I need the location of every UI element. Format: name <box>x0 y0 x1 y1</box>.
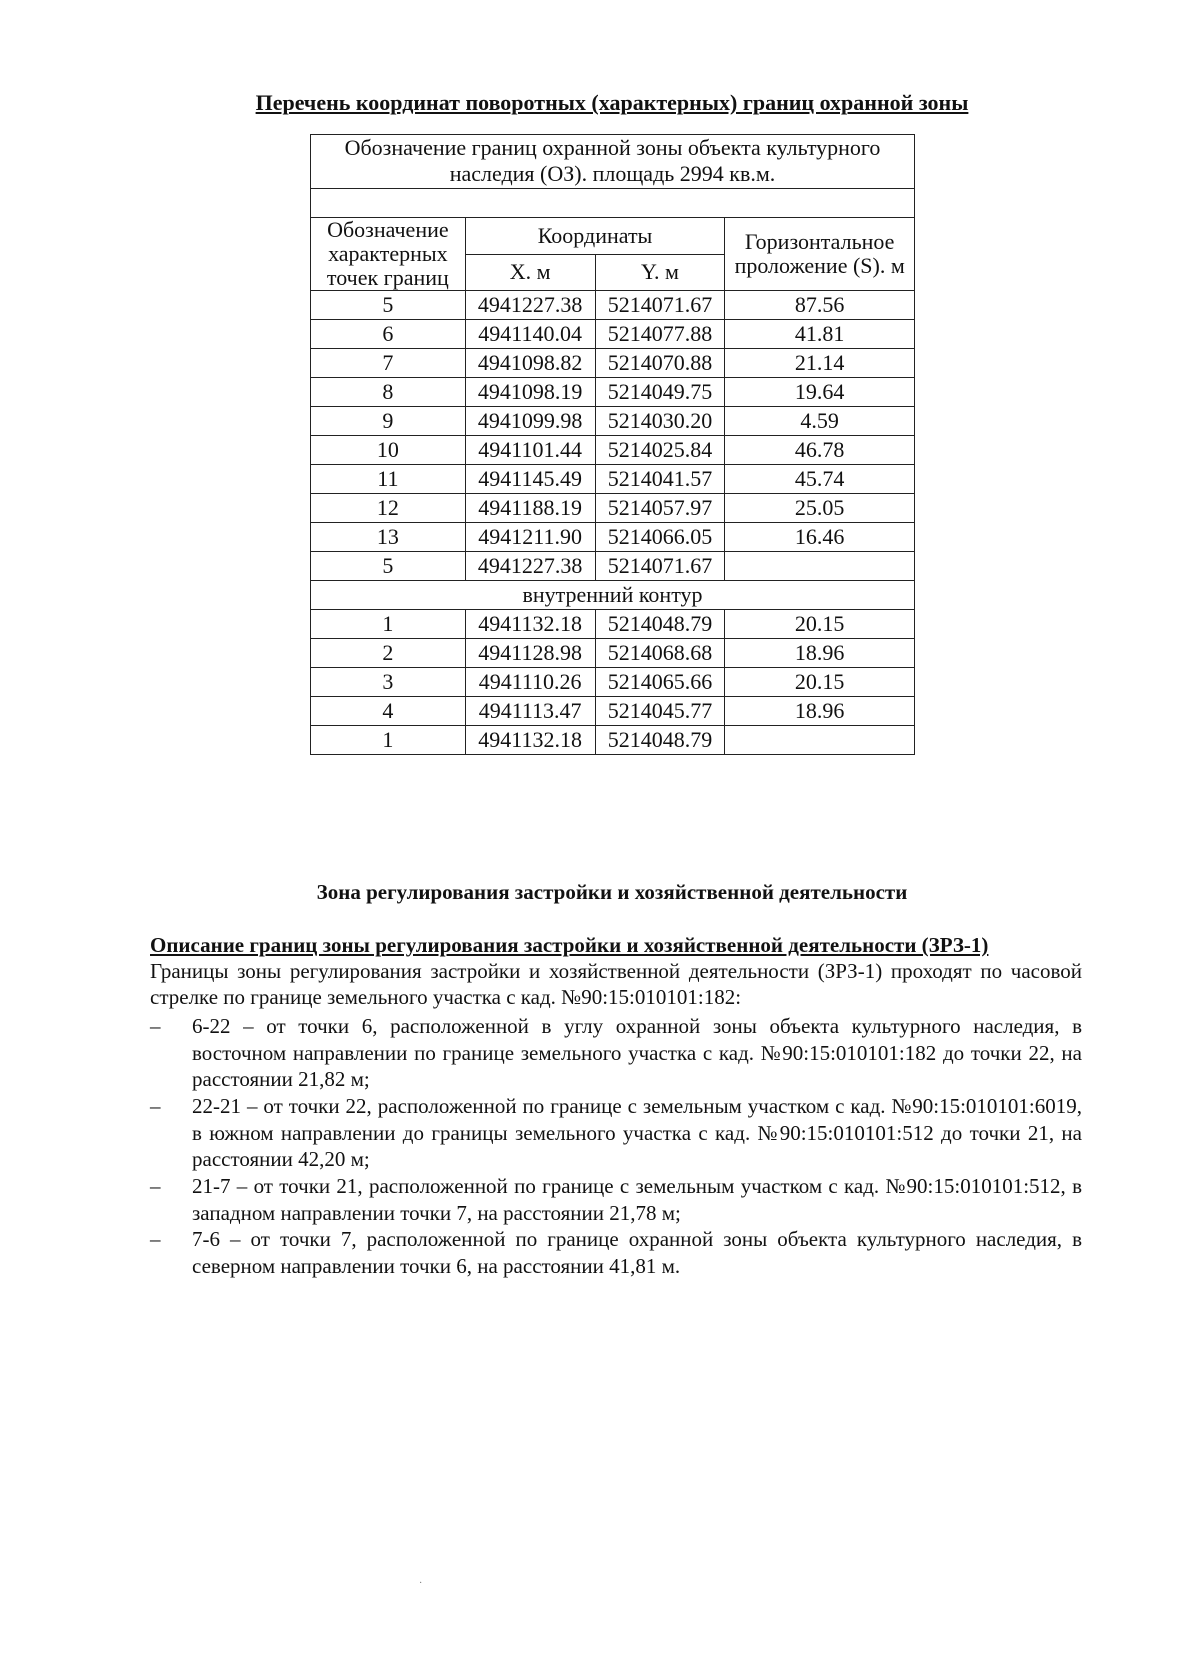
zone-caption: Обозначение границ охранной зоны объекта культурного наследия (ОЗ). площадь 2994 кв.м. <box>311 135 915 189</box>
cell-point: 1 <box>311 726 466 755</box>
cell-s <box>725 552 915 581</box>
cell-s: 4.59 <box>725 407 915 436</box>
cell-point: 5 <box>311 291 466 320</box>
list-item-text: 21-7 – от точки 21, расположенной по границе с земельным участком с кад. №90:15:010101:512, в западном направлении точки 7, на расстоянии 21,78 м; <box>192 1173 1082 1225</box>
cell-y: 5214070.88 <box>595 349 725 378</box>
bullet-dash: – <box>150 1014 161 1038</box>
cell-s <box>725 726 915 755</box>
cell-y: 5214071.67 <box>595 552 725 581</box>
cell-y: 5214077.88 <box>595 320 725 349</box>
list-item-text: 22-21 – от точки 22, расположенной по границе с земельным участком с кад. №90:15:010101:6019, в южном направлении до границы земельного участка с кад. №90:15:010101:512 до точки 21, на расстоянии 42,20 м; <box>192 1093 1082 1172</box>
coordinates-table <box>310 134 915 755</box>
cell-point: 9 <box>311 407 466 436</box>
cell-point: 5 <box>311 552 466 581</box>
list-item <box>150 1013 1082 1093</box>
cell-x: 4941188.19 <box>465 494 595 523</box>
cell-x: 4941101.44 <box>465 436 595 465</box>
list-item <box>150 1173 1082 1226</box>
cell-s: 18.96 <box>725 639 915 668</box>
cell-x: 4941113.47 <box>465 697 595 726</box>
cell-point: 3 <box>311 668 466 697</box>
cell-x: 4941110.26 <box>465 668 595 697</box>
list-item-text: 7-6 – от точки 7, расположенной по границе охранной зоны объекта культурного наследия, в северном направлении точки 6, на расстоянии 41,81 м. <box>192 1227 1082 1278</box>
cell-point: 7 <box>311 349 466 378</box>
cell-x: 4941128.98 <box>465 639 595 668</box>
list-item-text: 6-22 – от точки 6, расположенной в углу охранной зоны объекта культурного наследия, в восточном направлении по границе земельного участка с кад. №90:15:010101:182 до точки 22, на расстоянии 21,82 м; <box>192 1014 1082 1092</box>
cell-s: 16.46 <box>725 523 915 552</box>
inner-contour-row <box>311 581 915 610</box>
table-row <box>311 494 915 523</box>
cell-x: 4941098.82 <box>465 349 595 378</box>
description-intro: Границы зоны регулирования застройки и хозяйственной деятельности (ЗРЗ-1) проходят по часовой стрелке по границе земельного участка с кад. №90:15:010101:182: <box>150 959 1082 1010</box>
inner-contour-label: внутренний контур <box>311 581 915 610</box>
cell-x: 4941099.98 <box>465 407 595 436</box>
cell-s: 19.64 <box>725 378 915 407</box>
cell-s: 20.15 <box>725 610 915 639</box>
cell-x: 4941140.04 <box>465 320 595 349</box>
cell-y: 5214048.79 <box>595 610 725 639</box>
section-title: Зона регулирования застройки и хозяйственной деятельности <box>316 880 908 904</box>
table-row <box>311 407 915 436</box>
cell-y: 5214066.05 <box>595 523 725 552</box>
list-item <box>150 1093 1082 1173</box>
cell-point: 2 <box>311 639 466 668</box>
table-row <box>311 639 915 668</box>
table-row <box>311 726 915 755</box>
table-row <box>311 523 915 552</box>
blank-row <box>311 188 915 217</box>
cell-y: 5214071.67 <box>595 291 725 320</box>
table-row <box>311 349 915 378</box>
header-distance: Горизонтальное проложение (S). м <box>725 217 915 291</box>
table-row <box>311 697 915 726</box>
cell-x: 4941227.38 <box>465 552 595 581</box>
cell-point: 6 <box>311 320 466 349</box>
bullet-dash: – <box>150 1227 161 1252</box>
cell-y: 5214025.84 <box>595 436 725 465</box>
header-x: X. м <box>465 254 595 291</box>
header-point: Обозначение характерных точек границ <box>311 217 466 291</box>
header-coordinates: Координаты <box>465 217 725 254</box>
cell-s: 87.56 <box>725 291 915 320</box>
list-item <box>150 1226 1082 1279</box>
cell-y: 5214045.77 <box>595 697 725 726</box>
table-row <box>311 378 915 407</box>
header-y: Y. м <box>595 254 725 291</box>
cell-point: 4 <box>311 697 466 726</box>
table-row <box>311 552 915 581</box>
cell-x: 4941145.49 <box>465 465 595 494</box>
cell-x: 4941098.19 <box>465 378 595 407</box>
table-row <box>311 465 915 494</box>
cell-y: 5214049.75 <box>595 378 725 407</box>
description-list <box>150 1013 1082 1280</box>
cell-point: 8 <box>311 378 466 407</box>
cell-x: 4941211.90 <box>465 523 595 552</box>
cell-s: 45.74 <box>725 465 915 494</box>
cell-point: 11 <box>311 465 466 494</box>
cell-x: 4941132.18 <box>465 726 595 755</box>
cell-y: 5214048.79 <box>595 726 725 755</box>
table-row <box>311 291 915 320</box>
cell-y: 5214068.68 <box>595 639 725 668</box>
scan-dot: · <box>419 1578 423 1589</box>
page-title: Перечень координат поворотных (характерных) границ охранной зоны <box>255 90 969 115</box>
table-row <box>311 320 915 349</box>
table-row <box>311 668 915 697</box>
table-row <box>311 610 915 639</box>
cell-s: 25.05 <box>725 494 915 523</box>
cell-y: 5214030.20 <box>595 407 725 436</box>
cell-s: 41.81 <box>725 320 915 349</box>
cell-s: 20.15 <box>725 668 915 697</box>
cell-s: 21.14 <box>725 349 915 378</box>
cell-point: 13 <box>311 523 466 552</box>
bullet-dash: – <box>150 1173 161 1198</box>
cell-point: 10 <box>311 436 466 465</box>
cell-y: 5214065.66 <box>595 668 725 697</box>
cell-y: 5214041.57 <box>595 465 725 494</box>
cell-point: 1 <box>311 610 466 639</box>
table-row <box>311 436 915 465</box>
cell-point: 12 <box>311 494 466 523</box>
description-heading: Описание границ зоны регулирования застройки и хозяйственной деятельности (ЗРЗ-1) <box>150 933 989 957</box>
cell-s: 18.96 <box>725 697 915 726</box>
cell-y: 5214057.97 <box>595 494 725 523</box>
cell-x: 4941132.18 <box>465 610 595 639</box>
bullet-dash: – <box>150 1093 161 1118</box>
cell-x: 4941227.38 <box>465 291 595 320</box>
cell-s: 46.78 <box>725 436 915 465</box>
